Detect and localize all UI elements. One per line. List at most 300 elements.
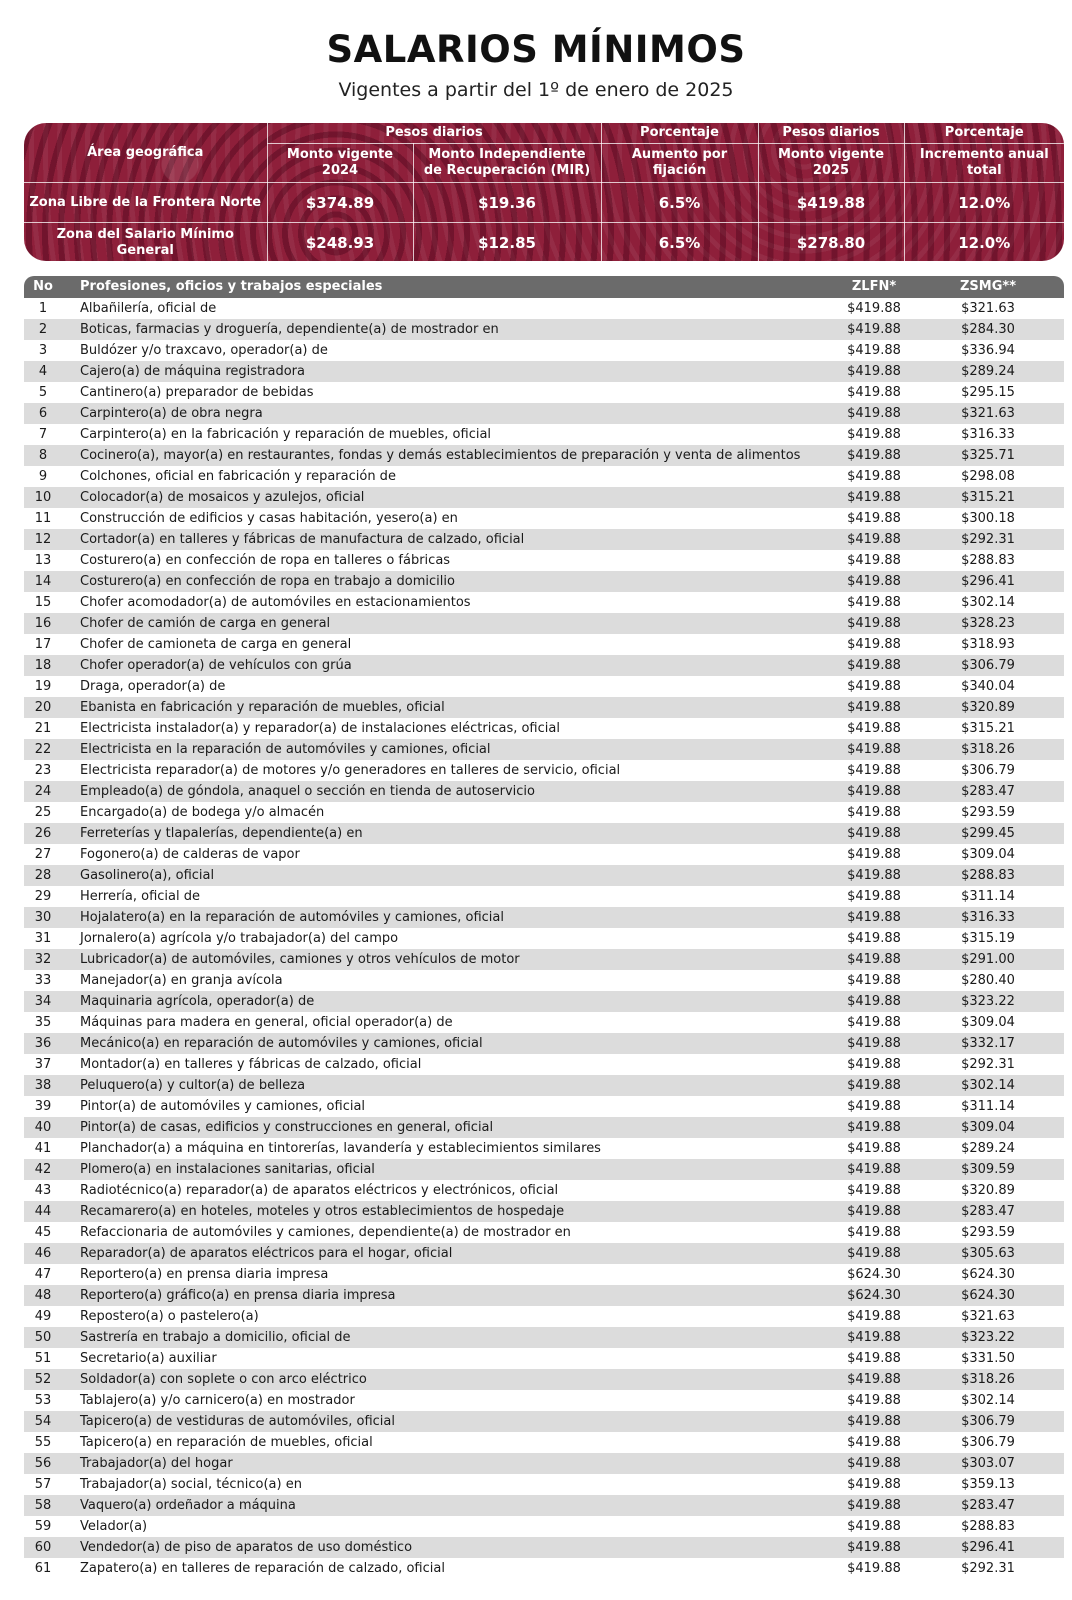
row-zlfn: $419.88	[847, 364, 901, 379]
row-profession: Cajero(a) de máquina registradora	[80, 364, 305, 379]
table-row	[24, 928, 1064, 949]
row-profession: Lubricador(a) de automóviles, camiones y otros vehículos de motor	[80, 952, 520, 967]
row-zsmg: $305.63	[961, 1246, 1015, 1261]
row-zlfn: $419.88	[847, 1309, 901, 1324]
row-zlfn: $419.88	[847, 1519, 901, 1534]
row-number: 53	[34, 1393, 52, 1408]
row-profession: Vendedor(a) de piso de aparatos de uso doméstico	[80, 1540, 413, 1555]
table-row	[24, 970, 1064, 991]
row-number: 52	[34, 1372, 52, 1387]
table-row	[24, 1390, 1064, 1411]
professions-table	[24, 276, 1064, 1579]
table-row	[24, 319, 1064, 340]
row-profession: Pintor(a) de casas, edificios y construcciones en general, oficial	[80, 1120, 494, 1135]
row-profession: Fogonero(a) de calderas de vapor	[80, 847, 300, 862]
header-zsmg: ZSMG**	[960, 279, 1016, 294]
row-profession: Encargado(a) de bodega y/o almacén	[80, 805, 325, 820]
header-profession: Profesiones, oficios y trabajos especiales	[80, 279, 383, 294]
group-header: Pesos diarios	[758, 123, 904, 144]
row-profession: Mecánico(a) en reparación de automóviles y camiones, oficial	[80, 1036, 483, 1051]
row-zlfn: $419.88	[847, 553, 901, 568]
row-zlfn: $419.88	[847, 574, 901, 589]
row-profession: Tapicero(a) en reparación de muebles, oficial	[80, 1435, 373, 1450]
table-row	[24, 592, 1064, 613]
row-profession: Manejador(a) en granja avícola	[80, 973, 283, 988]
row-number: 41	[34, 1141, 52, 1156]
row-number: 54	[34, 1414, 52, 1429]
row-zlfn: $419.88	[847, 910, 901, 925]
row-zlfn: $419.88	[847, 1540, 901, 1555]
summary-value: 12.0%	[958, 233, 1011, 252]
table-row	[24, 1327, 1064, 1348]
row-zsmg: $283.47	[961, 1498, 1015, 1513]
row-number: 23	[34, 763, 52, 778]
table-row	[24, 781, 1064, 802]
table-row	[24, 1285, 1064, 1306]
table-row	[24, 1222, 1064, 1243]
row-zsmg: $316.33	[961, 910, 1015, 925]
row-number: 27	[34, 847, 52, 862]
row-profession: Cantinero(a) preparador de bebidas	[80, 385, 314, 400]
row-profession: Carpintero(a) en la fabricación y reparación de muebles, oficial	[80, 427, 492, 442]
row-zlfn: $419.88	[847, 1204, 901, 1219]
row-number: 40	[34, 1120, 52, 1135]
row-zlfn: $419.88	[847, 1099, 901, 1114]
table-row	[24, 298, 1064, 319]
row-zsmg: $302.14	[961, 1393, 1015, 1408]
table-row	[24, 697, 1064, 718]
row-number: 59	[34, 1519, 52, 1534]
row-zsmg: $300.18	[961, 511, 1015, 526]
row-zsmg: $309.59	[961, 1162, 1015, 1177]
summary-value: $374.89	[267, 183, 413, 223]
column-header: Aumento por fijación	[601, 144, 758, 183]
row-profession: Costurero(a) en confección de ropa en talleres o fábricas	[80, 553, 451, 568]
row-zlfn: $419.88	[847, 805, 901, 820]
row-zsmg: $321.63	[961, 406, 1015, 421]
row-number: 45	[34, 1225, 52, 1240]
row-zlfn: $419.88	[847, 784, 901, 799]
row-number: 51	[34, 1351, 52, 1366]
row-zlfn: $419.88	[847, 1435, 901, 1450]
row-zsmg: $289.24	[961, 1141, 1015, 1156]
table-row	[24, 718, 1064, 739]
row-profession: Tapicero(a) de vestiduras de automóviles, oficial	[80, 1414, 395, 1429]
table-row	[24, 571, 1064, 592]
table-row	[24, 907, 1064, 928]
table-row	[24, 1432, 1064, 1453]
row-zsmg: $359.13	[961, 1477, 1015, 1492]
row-profession: Chofer operador(a) de vehículos con grúa	[80, 658, 352, 673]
row-zlfn: $419.88	[847, 637, 901, 652]
row-zsmg: $293.59	[961, 805, 1015, 820]
row-zsmg: $309.04	[961, 1015, 1015, 1030]
row-zlfn: $419.88	[847, 448, 901, 463]
row-profession: Ebanista en fabricación y reparación de muebles, oficial	[80, 700, 445, 715]
row-profession: Reportero(a) gráfico(a) en prensa diaria impresa	[80, 1288, 396, 1303]
table-row	[24, 739, 1064, 760]
row-zlfn: $419.88	[847, 490, 901, 505]
row-zlfn: $419.88	[847, 679, 901, 694]
row-profession: Pintor(a) de automóviles y camiones, oficial	[80, 1099, 366, 1114]
row-number: 56	[34, 1456, 52, 1471]
table-row	[24, 1201, 1064, 1222]
row-profession: Electricista en la reparación de automóviles y camiones, oficial	[80, 742, 491, 757]
row-profession: Jornalero(a) agrícola y/o trabajador(a) del campo	[80, 931, 399, 946]
row-zlfn: $419.88	[847, 763, 901, 778]
table-row	[24, 802, 1064, 823]
row-number: 11	[34, 511, 52, 526]
column-header: Monto vigente 2025	[758, 144, 904, 183]
row-zsmg: $624.30	[961, 1267, 1015, 1282]
row-zsmg: $321.63	[961, 301, 1015, 316]
table-row	[24, 1453, 1064, 1474]
row-number: 20	[34, 700, 52, 715]
row-zsmg: $311.14	[961, 889, 1015, 904]
row-zlfn: $419.88	[847, 1351, 901, 1366]
table-row	[24, 382, 1064, 403]
row-number: 36	[34, 1036, 52, 1051]
summary-table	[24, 123, 1064, 261]
row-number: 29	[34, 889, 52, 904]
row-zsmg: $624.30	[961, 1288, 1015, 1303]
table-row	[24, 655, 1064, 676]
row-profession: Chofer acomodador(a) de automóviles en estacionamientos	[80, 595, 471, 610]
row-number: 31	[34, 931, 52, 946]
row-number: 33	[34, 973, 52, 988]
row-profession: Carpintero(a) de obra negra	[80, 406, 263, 421]
row-zsmg: $299.45	[961, 826, 1015, 841]
table-row	[24, 1411, 1064, 1432]
header-no: No	[33, 279, 53, 294]
table-row	[24, 991, 1064, 1012]
table-row	[24, 613, 1064, 634]
row-profession: Trabajador(a) del hogar	[80, 1456, 233, 1471]
row-zsmg: $306.79	[961, 1435, 1015, 1450]
row-profession: Zapatero(a) en talleres de reparación de calzado, oficial	[80, 1561, 445, 1576]
row-zsmg: $280.40	[961, 973, 1015, 988]
summary-value: 6.5%	[601, 183, 758, 223]
row-zlfn: $419.88	[847, 721, 901, 736]
row-number: 60	[34, 1540, 52, 1555]
row-zlfn: $419.88	[847, 1057, 901, 1072]
row-number: 12	[34, 532, 52, 547]
summary-value: $12.85	[413, 223, 601, 262]
row-profession: Soldador(a) con soplete o con arco eléctrico	[80, 1372, 367, 1387]
row-zlfn: $419.88	[847, 1330, 901, 1345]
row-zlfn: $419.88	[847, 616, 901, 631]
table-row	[24, 949, 1064, 970]
row-zsmg: $296.41	[961, 1540, 1015, 1555]
row-zsmg: $309.04	[961, 1120, 1015, 1135]
row-number: 16	[34, 616, 52, 631]
row-zsmg: $336.94	[961, 343, 1015, 358]
row-number: 13	[34, 553, 52, 568]
row-zsmg: $292.31	[961, 1057, 1015, 1072]
row-profession: Peluquero(a) y cultor(a) de belleza	[80, 1078, 306, 1093]
row-zlfn: $419.88	[847, 868, 901, 883]
row-number: 24	[34, 784, 52, 799]
row-profession: Colocador(a) de mosaicos y azulejos, oficial	[80, 490, 365, 505]
row-zsmg: $306.79	[961, 763, 1015, 778]
row-zsmg: $293.59	[961, 1225, 1015, 1240]
row-profession: Boticas, farmacias y droguería, dependiente(a) de mostrador en	[80, 322, 499, 337]
row-zlfn: $419.88	[847, 1078, 901, 1093]
row-number: 61	[34, 1561, 52, 1576]
table-row	[24, 1180, 1064, 1201]
row-zsmg: $288.83	[961, 1519, 1015, 1534]
row-profession: Buldózer y/o traxcavo, operador(a) de	[80, 343, 328, 358]
row-zsmg: $289.24	[961, 364, 1015, 379]
row-zlfn: $419.88	[847, 1225, 901, 1240]
row-zlfn: $419.88	[847, 1372, 901, 1387]
row-zsmg: $309.04	[961, 847, 1015, 862]
table-row	[24, 1012, 1064, 1033]
row-zlfn: $419.88	[847, 1120, 901, 1135]
column-header: Monto vigente 2024	[267, 144, 413, 183]
row-zlfn: $419.88	[847, 1183, 901, 1198]
row-zlfn: $419.88	[847, 1162, 901, 1177]
table-row	[24, 550, 1064, 571]
row-profession: Electricista instalador(a) y reparador(a) de instalaciones eléctricas, oficial	[80, 721, 560, 736]
row-number: 38	[34, 1078, 52, 1093]
row-zsmg: $315.21	[961, 490, 1015, 505]
row-profession: Chofer de camión de carga en general	[80, 616, 331, 631]
row-number: 4	[38, 364, 48, 379]
row-zlfn: $419.88	[847, 469, 901, 484]
row-zsmg: $302.14	[961, 1078, 1015, 1093]
row-profession: Herrería, oficial de	[80, 889, 200, 904]
table-row	[24, 1537, 1064, 1558]
row-profession: Gasolinero(a), oficial	[80, 868, 215, 883]
row-zsmg: $331.50	[961, 1351, 1015, 1366]
row-zlfn: $419.88	[847, 322, 901, 337]
row-number: 42	[34, 1162, 52, 1177]
row-number: 18	[34, 658, 52, 673]
row-zlfn: $419.88	[847, 1015, 901, 1030]
row-zlfn: $419.88	[847, 700, 901, 715]
row-zsmg: $315.21	[961, 721, 1015, 736]
row-profession: Máquinas para madera en general, oficial operador(a) de	[80, 1015, 453, 1030]
row-zlfn: $419.88	[847, 826, 901, 841]
summary-value: $248.93	[267, 223, 413, 262]
row-zsmg: $332.17	[961, 1036, 1015, 1051]
table-row	[24, 1369, 1064, 1390]
zone-name: Zona del Salario Mínimo General	[24, 223, 267, 262]
table-row	[24, 1264, 1064, 1285]
row-zlfn: $419.88	[847, 889, 901, 904]
table-row	[24, 487, 1064, 508]
row-number: 2	[38, 322, 48, 337]
row-profession: Recamarero(a) en hoteles, moteles y otros establecimientos de hospedaje	[80, 1204, 565, 1219]
summary-value: 12.0%	[904, 183, 1064, 223]
row-zsmg: $298.08	[961, 469, 1015, 484]
table-row	[24, 508, 1064, 529]
row-zlfn: $419.88	[847, 1036, 901, 1051]
row-zlfn: $419.88	[847, 427, 901, 442]
row-profession: Tablajero(a) y/o carnicero(a) en mostrador	[80, 1393, 355, 1408]
row-number: 30	[34, 910, 52, 925]
header-zlfn: ZLFN*	[851, 279, 897, 294]
row-profession: Reparador(a) de aparatos eléctricos para el hogar, oficial	[80, 1246, 453, 1261]
table-row	[24, 760, 1064, 781]
row-number: 49	[34, 1309, 52, 1324]
row-profession: Reportero(a) en prensa diaria impresa	[80, 1267, 329, 1282]
table-row	[24, 1159, 1064, 1180]
row-zsmg: $291.00	[961, 952, 1015, 967]
row-zsmg: $315.19	[961, 931, 1015, 946]
column-header: Monto Independiente de Recuperación (MIR)	[413, 144, 601, 183]
row-number: 10	[34, 490, 52, 505]
table-row	[24, 1474, 1064, 1495]
row-profession: Planchador(a) a máquina en tintorerías, lavandería y establecimientos similares	[80, 1141, 601, 1156]
row-zlfn: $419.88	[847, 343, 901, 358]
row-number: 37	[34, 1057, 52, 1072]
table-body	[24, 298, 1064, 1579]
table-row	[24, 1075, 1064, 1096]
table-row	[24, 403, 1064, 424]
row-zlfn: $419.88	[847, 511, 901, 526]
row-profession: Colchones, oficial en fabricación y reparación de	[80, 469, 396, 484]
table-row	[24, 844, 1064, 865]
row-number: 58	[34, 1498, 52, 1513]
row-profession: Maquinaria agrícola, operador(a) de	[80, 994, 315, 1009]
table-row	[24, 634, 1064, 655]
row-number: 19	[34, 679, 52, 694]
table-row	[24, 1138, 1064, 1159]
table-row	[24, 340, 1064, 361]
summary-value: $419.88	[758, 183, 904, 223]
table-row	[24, 1348, 1064, 1369]
row-profession: Ferreterías y tlapalerías, dependiente(a) en	[80, 826, 363, 841]
row-zsmg: $296.41	[961, 574, 1015, 589]
table-row	[24, 1033, 1064, 1054]
row-zsmg: $325.71	[961, 448, 1015, 463]
row-zsmg: $318.26	[961, 742, 1015, 757]
row-profession: Cortador(a) en talleres y fábricas de manufactura de calzado, oficial	[80, 532, 525, 547]
row-number: 22	[34, 742, 52, 757]
row-profession: Chofer de camioneta de carga en general	[80, 637, 352, 652]
page-title: SALARIOS MÍNIMOS	[326, 28, 746, 71]
row-profession: Cocinero(a), mayor(a) en restaurantes, fondas y demás establecimientos de preparación y venta de alimentos	[80, 448, 801, 463]
row-zlfn: $419.88	[847, 1246, 901, 1261]
row-number: 7	[38, 427, 48, 442]
row-number: 26	[34, 826, 52, 841]
row-profession: Electricista reparador(a) de motores y/o generadores en talleres de servicio, oficial	[80, 763, 621, 778]
summary-value: $19.36	[413, 183, 601, 223]
row-number: 21	[34, 721, 52, 736]
row-zlfn: $419.88	[847, 973, 901, 988]
summary-value: 6.5%	[601, 223, 758, 262]
summary-value: $278.80	[758, 223, 904, 262]
row-number: 35	[34, 1015, 52, 1030]
row-zsmg: $311.14	[961, 1099, 1015, 1114]
row-profession: Refaccionaria de automóviles y camiones, dependiente(a) de mostrador en	[80, 1225, 571, 1240]
row-zlfn: $419.88	[847, 658, 901, 673]
row-zlfn: $419.88	[847, 994, 901, 1009]
table-row	[24, 529, 1064, 550]
row-zlfn: $419.88	[847, 532, 901, 547]
row-zsmg: $283.47	[961, 1204, 1015, 1219]
row-zsmg: $328.23	[961, 616, 1015, 631]
row-number: 5	[38, 385, 48, 400]
row-profession: Repostero(a) o pastelero(a)	[80, 1309, 259, 1324]
row-number: 3	[38, 343, 48, 358]
row-number: 55	[34, 1435, 52, 1450]
row-zlfn: $419.88	[847, 952, 901, 967]
zone-name: Zona Libre de la Frontera Norte	[24, 183, 267, 223]
table-row	[24, 424, 1064, 445]
row-profession: Hojalatero(a) en la reparación de automóviles y camiones, oficial	[80, 910, 504, 925]
row-zlfn: $419.88	[847, 301, 901, 316]
table-row	[24, 886, 1064, 907]
row-zlfn: $419.88	[847, 1456, 901, 1471]
page-subtitle: Vigentes a partir del 1º de enero de 2025	[338, 79, 734, 101]
row-zsmg: $340.04	[961, 679, 1015, 694]
row-profession: Empleado(a) de góndola, anaquel o sección en tienda de autoservicio	[80, 784, 535, 799]
row-number: 28	[34, 868, 52, 883]
row-zlfn: $624.30	[847, 1267, 901, 1282]
row-profession: Construcción de edificios y casas habitación, yesero(a) en	[80, 511, 458, 526]
row-zlfn: $419.88	[847, 1498, 901, 1513]
row-zsmg: $318.93	[961, 637, 1015, 652]
row-zsmg: $292.31	[961, 1561, 1015, 1576]
row-zlfn: $419.88	[847, 1141, 901, 1156]
row-zlfn: $419.88	[847, 595, 901, 610]
row-profession: Trabajador(a) social, técnico(a) en	[80, 1477, 302, 1492]
row-zsmg: $318.26	[961, 1372, 1015, 1387]
row-number: 15	[34, 595, 52, 610]
row-number: 9	[38, 469, 48, 484]
row-number: 14	[34, 574, 52, 589]
row-profession: Albañilería, oficial de	[80, 301, 217, 316]
table-row	[24, 1306, 1064, 1327]
group-header: Porcentaje	[601, 123, 758, 144]
row-zlfn: $419.88	[847, 847, 901, 862]
row-zlfn: $419.88	[847, 1393, 901, 1408]
table-row	[24, 361, 1064, 382]
row-zlfn: $419.88	[847, 385, 901, 400]
row-zsmg: $321.63	[961, 1309, 1015, 1324]
row-zsmg: $306.79	[961, 658, 1015, 673]
group-header: Pesos diarios	[267, 123, 601, 144]
row-number: 32	[34, 952, 52, 967]
table-row	[24, 466, 1064, 487]
table-row	[24, 865, 1064, 886]
table-row	[24, 1054, 1064, 1075]
table-row	[24, 676, 1064, 697]
row-zlfn: $419.88	[847, 742, 901, 757]
row-profession: Montador(a) en talleres y fábricas de calzado, oficial	[80, 1057, 422, 1072]
row-zsmg: $302.14	[961, 595, 1015, 610]
column-header: Incremento anual total	[904, 144, 1064, 183]
row-zlfn: $419.88	[847, 1477, 901, 1492]
row-number: 43	[34, 1183, 52, 1198]
row-zsmg: $320.89	[961, 700, 1015, 715]
table-row	[24, 1516, 1064, 1537]
row-profession: Costurero(a) en confección de ropa en trabajo a domicilio	[80, 574, 455, 589]
row-profession: Radiotécnico(a) reparador(a) de aparatos eléctricos y electrónicos, oficial	[80, 1183, 559, 1198]
table-row	[24, 445, 1064, 466]
row-zsmg: $306.79	[961, 1414, 1015, 1429]
row-zlfn: $419.88	[847, 406, 901, 421]
row-zlfn: $419.88	[847, 1414, 901, 1429]
row-zsmg: $284.30	[961, 322, 1015, 337]
row-number: 48	[34, 1288, 52, 1303]
table-row	[24, 823, 1064, 844]
table-header	[24, 276, 1064, 298]
group-header: Porcentaje	[904, 123, 1064, 144]
